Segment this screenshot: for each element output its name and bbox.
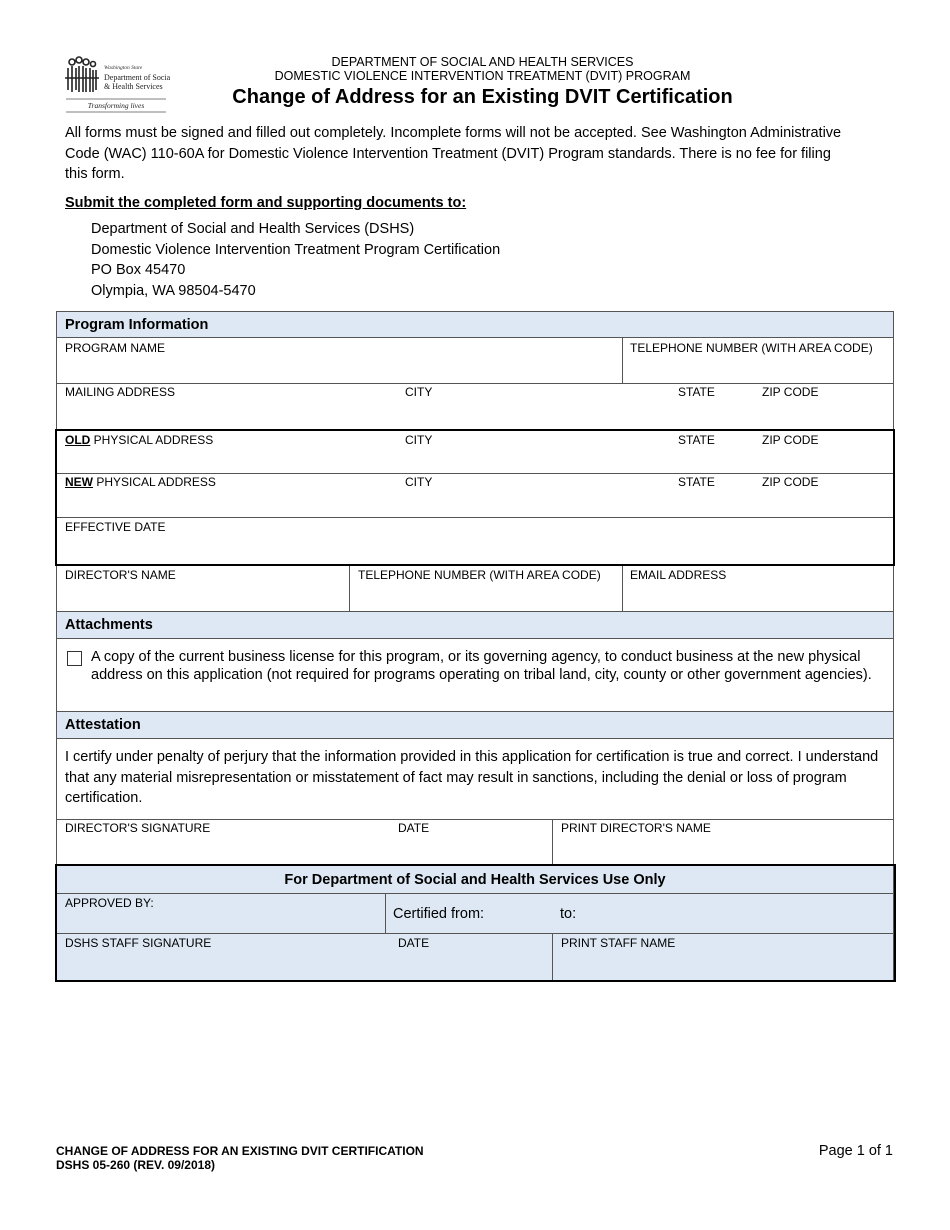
staff-signature-field[interactable]	[58, 934, 392, 977]
dshs-use-heading: For Department of Social and Health Services Use Only	[284, 872, 666, 888]
effective-date-label: EFFECTIVE DATE	[65, 520, 166, 534]
old-state-label: STATE	[678, 433, 715, 447]
director-date-label: DATE	[398, 821, 430, 835]
footer-form-title: CHANGE OF ADDRESS FOR AN EXISTING DVIT CERTIFICATION	[56, 1144, 424, 1158]
business-license-text: A copy of the current business license for this program, or its governing agency, to conduct business at the new physical address on this application (not required for programs operating on tribal land, city, county or other government agencies).	[91, 649, 872, 683]
submit-heading: Submit the completed form and supporting documents to:	[65, 195, 467, 211]
certified-to-label: to:	[560, 906, 577, 922]
address-line: Domestic Violence Intervention Treatment Program Certification	[91, 241, 501, 258]
mailing-state-label: STATE	[678, 385, 715, 399]
old-zip-label: ZIP CODE	[762, 433, 819, 447]
print-staff-name-field[interactable]	[553, 934, 890, 977]
director-phone-label: TELEPHONE NUMBER (WITH AREA CODE)	[358, 568, 601, 582]
footer-form-number: DSHS 05-260 (REV. 09/2018)	[56, 1158, 215, 1172]
program-name-header: DOMESTIC VIOLENCE INTERVENTION TREATMENT (DVIT) PROGRAM	[274, 69, 691, 83]
intro-paragraph: All forms must be signed and filled out completely. Incomplete forms will not be accepted. See Washington Administrative Code (WAC) 110-60A for Domestic Violence Intervention Treatment (DVIT) Program standards. There is no fee for filing this form.	[65, 125, 842, 182]
director-signature-field[interactable]	[57, 820, 392, 864]
program-info-heading: Program Information	[65, 317, 209, 333]
director-date-field[interactable]	[392, 820, 552, 864]
old-prefix: OLD	[65, 433, 91, 447]
new-prefix: NEW	[65, 475, 93, 489]
director-signature-label: DIRECTOR'S SIGNATURE	[65, 821, 211, 835]
form-title: Change of Address for an Existing DVIT Certification	[232, 86, 733, 108]
approved-by-field[interactable]	[58, 894, 385, 932]
dshs-family-logo-icon	[62, 56, 170, 114]
logo-state-text: Washington State	[104, 65, 143, 71]
department-name: DEPARTMENT OF SOCIAL AND HEALTH SERVICES	[331, 55, 634, 69]
page-number: Page 1 of 1	[818, 1143, 893, 1159]
staff-date-field[interactable]	[392, 934, 552, 977]
attestation-heading: Attestation	[65, 717, 141, 733]
print-director-name-label: PRINT DIRECTOR'S NAME	[561, 821, 711, 835]
director-name-label: DIRECTOR'S NAME	[65, 568, 176, 582]
staff-date-label: DATE	[398, 936, 430, 950]
director-phone-field[interactable]	[350, 566, 622, 611]
address-line: PO Box 45470	[91, 262, 186, 278]
address-line: Olympia, WA 98504-5470	[91, 282, 256, 299]
mailing-address-label: MAILING ADDRESS	[65, 385, 176, 399]
attestation-band	[56, 711, 894, 738]
email-label: EMAIL ADDRESS	[630, 568, 727, 582]
staff-signature-label: DSHS STAFF SIGNATURE	[65, 936, 212, 950]
new-city-label: CITY	[405, 475, 433, 489]
print-director-name-field[interactable]	[553, 820, 893, 864]
effective-date-field[interactable]	[58, 518, 890, 560]
certified-to-field[interactable]	[582, 894, 890, 932]
telephone-label: TELEPHONE NUMBER (WITH AREA CODE)	[630, 341, 873, 355]
attachments-heading: Attachments	[65, 617, 153, 633]
logo-agency-line1: Department of Social	[104, 73, 170, 82]
program-name-label: PROGRAM NAME	[65, 341, 166, 355]
approved-by-label: APPROVED BY:	[65, 896, 154, 910]
new-address-field[interactable]	[58, 474, 890, 516]
telephone-field[interactable]	[623, 338, 893, 383]
certified-from-field[interactable]	[490, 894, 555, 932]
old-suffix: PHYSICAL ADDRESS	[90, 433, 214, 447]
logo-tagline: Transforming lives	[87, 101, 145, 110]
old-city-label: CITY	[405, 433, 433, 447]
director-name-field[interactable]	[57, 566, 349, 611]
old-address-field[interactable]	[58, 432, 890, 472]
new-state-label: STATE	[678, 475, 715, 489]
logo-agency-line2: & Health Services	[104, 82, 163, 91]
new-suffix: PHYSICAL ADDRESS	[93, 475, 216, 489]
new-zip-label: ZIP CODE	[762, 475, 819, 489]
mailing-address-block	[91, 219, 500, 301]
business-license-checkbox[interactable]	[67, 651, 82, 666]
address-line: Department of Social and Health Services (DSHS)	[91, 221, 415, 237]
attachments-band	[56, 611, 894, 638]
email-field[interactable]	[623, 566, 893, 611]
print-staff-name-label: PRINT STAFF NAME	[561, 936, 676, 950]
dshs-logo	[62, 56, 170, 114]
program-name-field[interactable]	[57, 338, 622, 383]
certified-from-label: Certified from:	[393, 906, 485, 922]
mailing-zip-label: ZIP CODE	[762, 385, 819, 399]
attestation-text: I certify under penalty of perjury that the information provided in this application for certification is true and correct. I understand that any material misrepresentation or misstatement of fact may result in sanctions, including the denial or loss of program certification.	[65, 749, 879, 806]
mailing-address-field[interactable]	[57, 384, 893, 428]
mailing-city-label: CITY	[405, 385, 433, 399]
